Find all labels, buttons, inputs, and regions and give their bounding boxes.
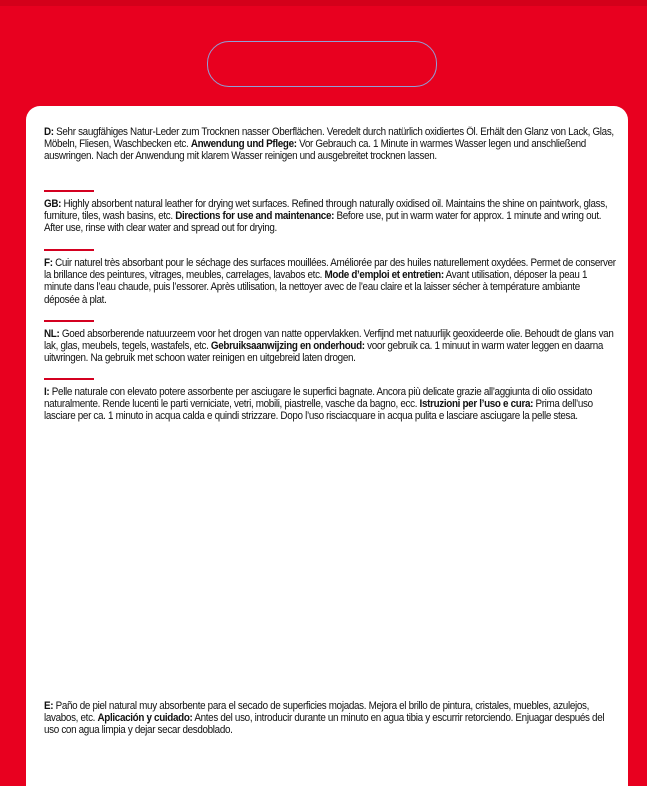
section-code: E:	[44, 700, 54, 712]
section-de	[44, 126, 616, 163]
section-text: voor gebruik ca. 1 minuut in warm water leggen en daarna uitwringen. Na gebruik met schoon water reinigen en uitgebreid laten drogen.	[44, 340, 604, 365]
section-text: Sehr saugfähiges Natur-Leder zum Trocknen nasser Oberflächen. Veredelt durch natürlich oxidiertes Öl. Erhält den Glanz von Lack, Glas, Möbeln, Fliesen, Waschbecken etc.	[44, 126, 614, 151]
section-heading: Directions for use and maintenance:	[175, 210, 335, 223]
section-code: NL:	[44, 328, 60, 340]
section-code: F:	[44, 257, 53, 269]
section-text: Paño de piel natural muy absorbente para el secado de superficies mojadas. Mejora el brillo de pintura, cristales, muebles, azulejos, lavabos, etc.	[44, 700, 590, 725]
section-text: Highly absorbent natural leather for drying wet surfaces. Refined through naturally oxidised oil. Maintains the shine on paintwork, glass, furniture, tiles, wash basins, etc.	[44, 198, 608, 223]
section-it	[44, 386, 616, 423]
section-code: D:	[44, 126, 54, 138]
section-code: GB:	[44, 198, 62, 210]
section-text: Before use, put in warm water for approx. 1 minute and wring out. After use, rinse with clear water and spread out for drying.	[44, 210, 602, 235]
section-text: Antes del uso, introducir durante un minuto en agua tibia y escurrir retorciendo. Enjuagar después del uso con agua limpia y dejar secar desdoblado.	[44, 712, 605, 737]
section-heading: Mode d’emploi et entretien:	[324, 269, 444, 282]
section-text: Cuir naturel très absorbant pour le séchage des surfaces mouillées. Améliorée par des huiles naturellement oxydées. Permet de conserver la brillance des peintures, vitrages, meubles, carrelages, lavabos etc.	[44, 257, 616, 282]
section-text: Pelle naturale con elevato potere assorbente per asciugare le superfici bagnate. Ancora più delicate grazie all’aggiunta di olio ossidato naturalmente. Rende lucenti le parti verniciate, vetri, mobili, piastrelle, vasche da bagno, ecc.	[44, 386, 593, 411]
section-fr	[44, 257, 616, 306]
section-heading: Istruzioni per l’uso e cura:	[419, 398, 534, 411]
section-heading: Gebruiksaanwijzing en onderhoud:	[210, 340, 365, 353]
section-heading: Aplicación y cuidado:	[97, 712, 193, 725]
section-text: Avant utilisation, déposer la peau 1 minute dans l’eau chaude, puis l’essorer. Après utilisation, la nettoyer avec de l’eau claire et la laisser sécher à température ambiante déposée à plat.	[44, 269, 588, 306]
section-text: Vor Gebrauch ca. 1 Minute in warmes Wasser legen und anschließend auswringen. Nach der Anwendung mit klarem Wasser reinigen und ausgebreitet trocknen lassen.	[44, 138, 586, 163]
section-gb	[44, 198, 616, 235]
section-es	[44, 700, 616, 737]
hang-hole-outline	[207, 41, 437, 87]
section-divider	[44, 190, 94, 192]
section-code: I:	[44, 386, 50, 398]
section-text: Prima dell’uso lasciare per ca. 1 minuto in acqua calda e quindi strizzare. Dopo l’uso risciacquare in acqua pulita e lasciare asciugare la pelle stesa.	[44, 398, 593, 423]
section-divider	[44, 378, 94, 380]
section-nl	[44, 328, 616, 365]
top-stripe	[0, 0, 647, 6]
section-heading: Anwendung und Pflege:	[190, 138, 297, 151]
section-divider	[44, 249, 94, 251]
section-divider	[44, 320, 94, 322]
section-text: Goed absorberende natuurzeem voor het drogen van natte oppervlakken. Verfijnd met natuurlijk geoxideerde olie. Behoudt de glans van lak, glas, meubels, tegels, wastafels, etc.	[44, 328, 614, 353]
